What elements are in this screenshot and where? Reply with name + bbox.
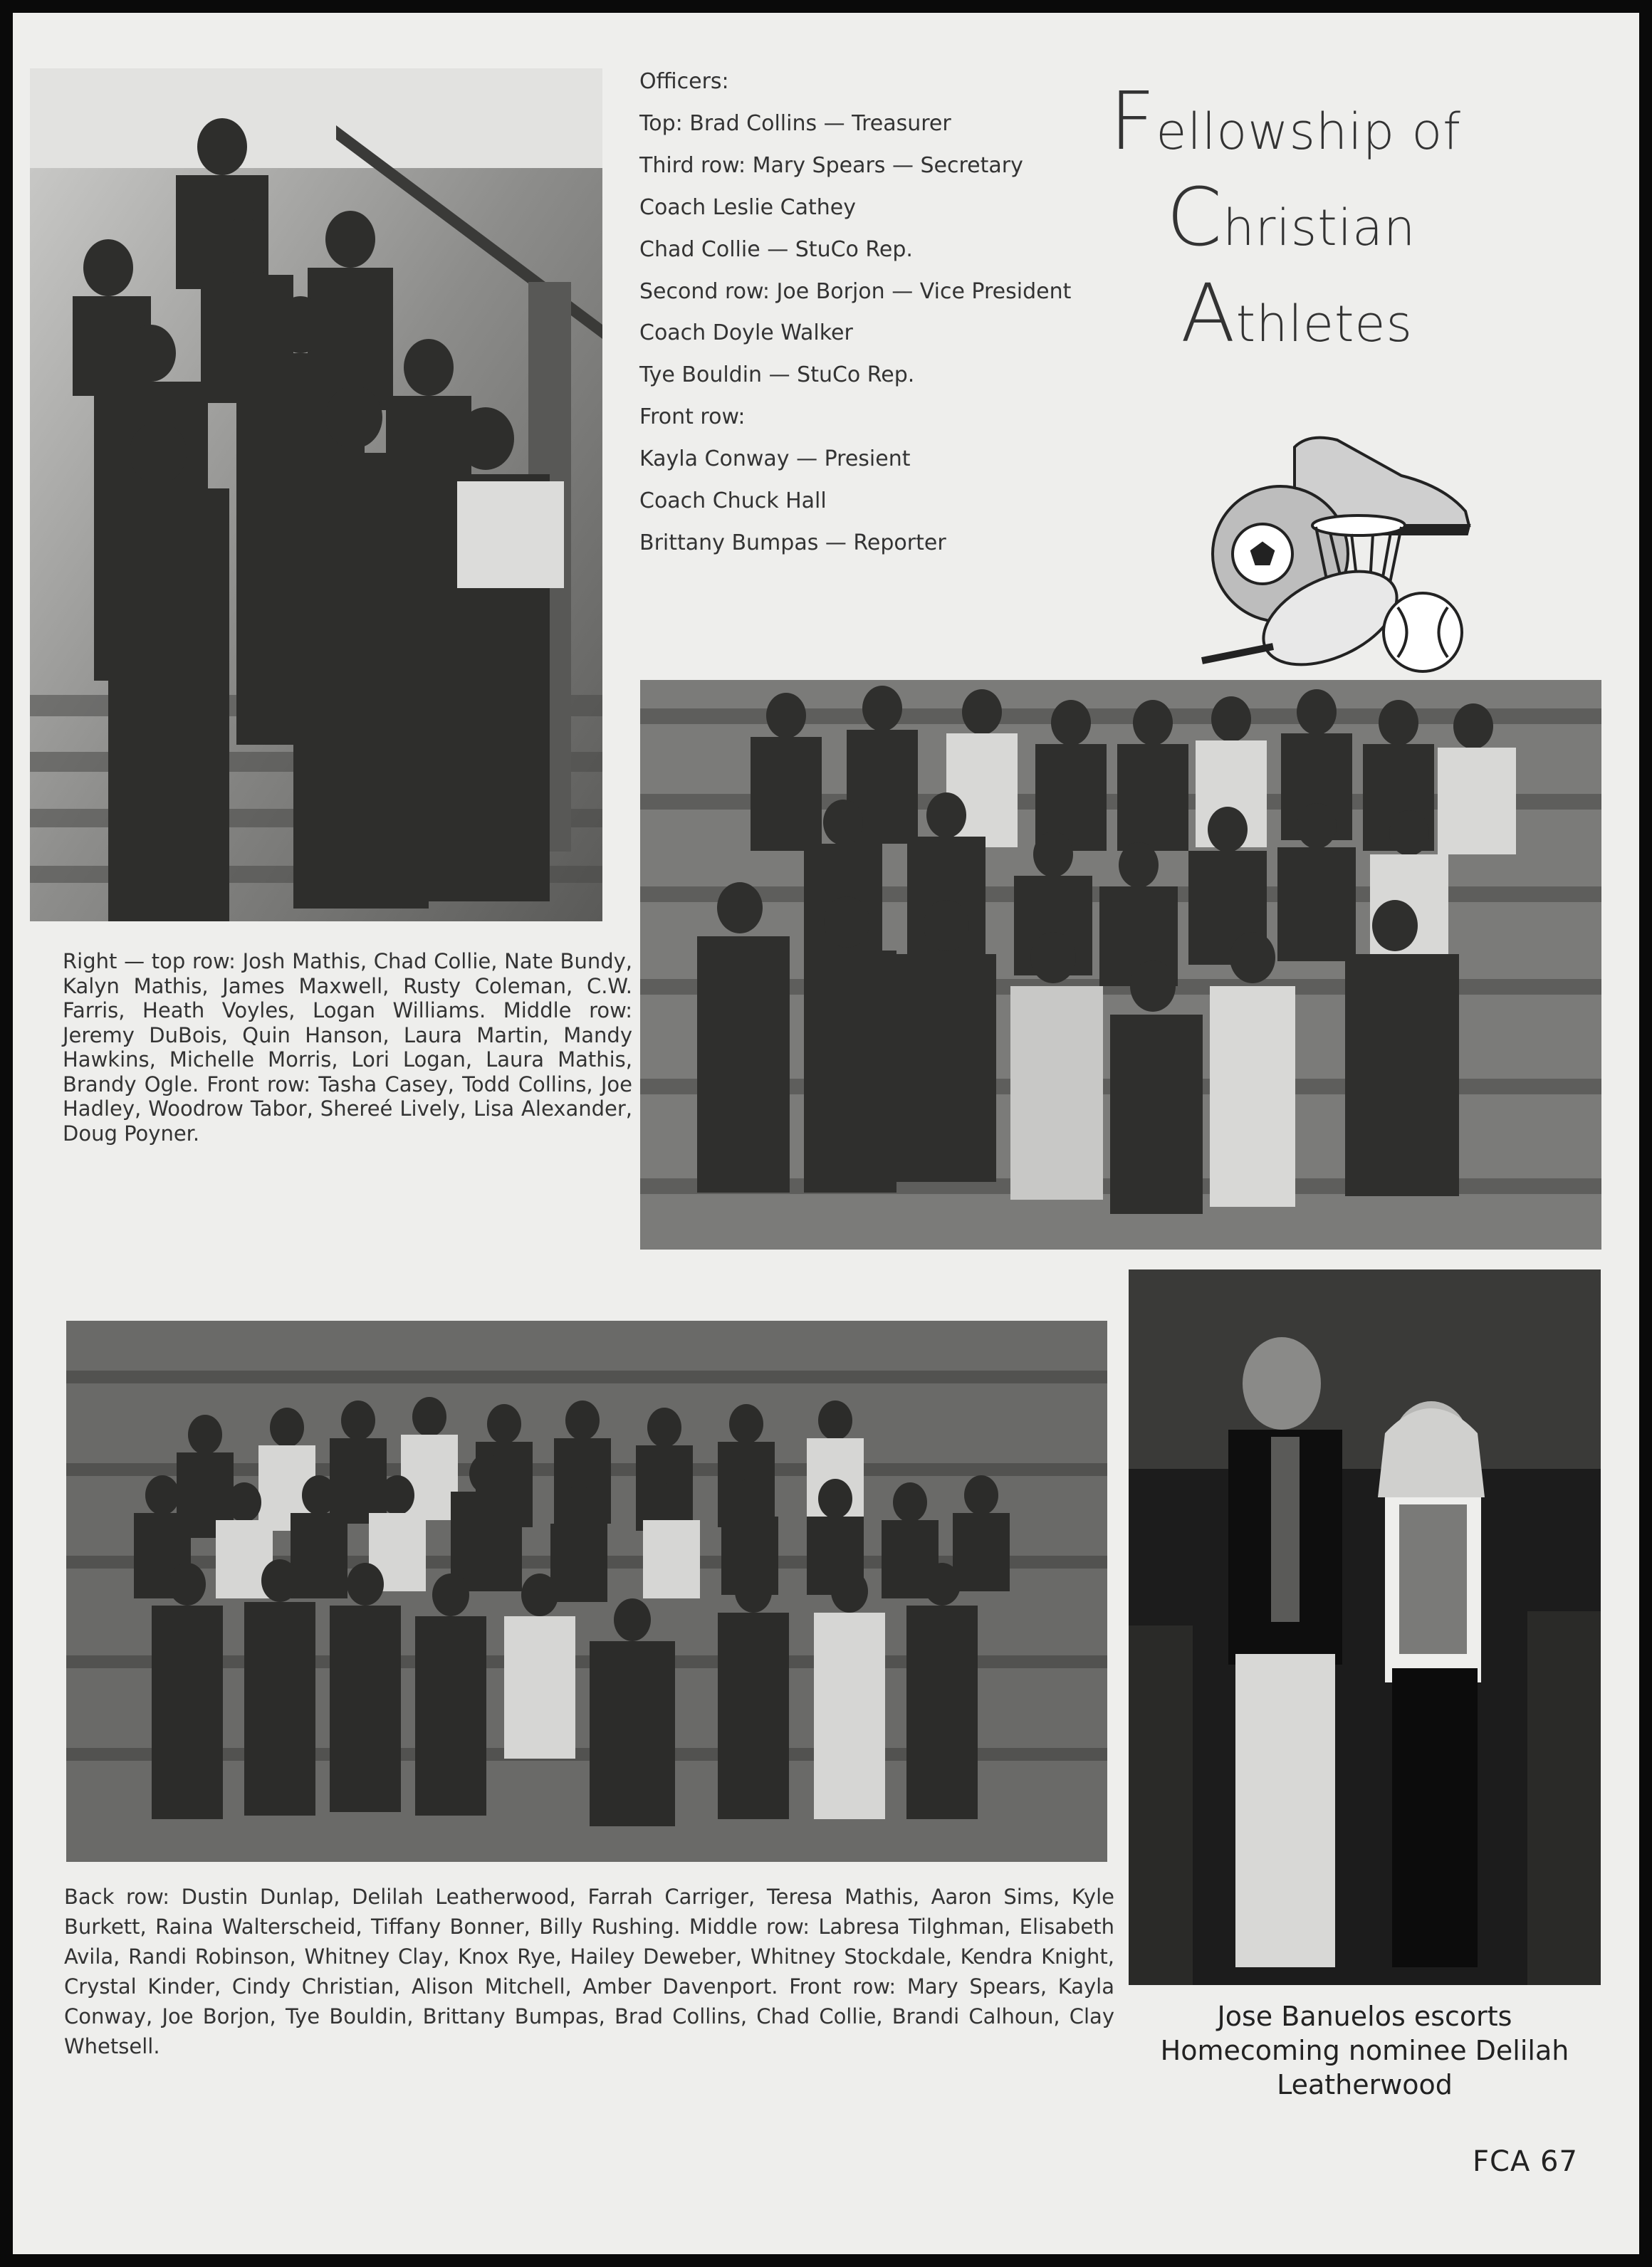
title-rest: thletes: [1235, 295, 1413, 353]
homecoming-caption: Jose Banuelos escorts Homecoming nominee Delilah Leatherwood: [1160, 2001, 1569, 2100]
yearbook-page: [13, 13, 1639, 2254]
officer-line: Third row: Mary Spears — Secretary: [639, 152, 1023, 178]
group-caption: Back row: Dustin Dunlap, Delilah Leatherwood, Farrah Carriger, Teresa Mathis, Aaron Sims, Kyle Burkett, Raina Walterscheid, Tiffany Bonner, Billy Rushing. Middle row: Labresa Tilghman, Elisabeth Avila, Randi Robinson, Whitney Clay, Knox Rye, Hailey Deweber, Whitney Stockdale, Kendra Knight, Crystal Kinder, Cindy Christian, Alison Mitchell, Amber Davenport. Front row: Mary Spears, Kayla Conway, Joe Borjon, Tye Bouldin, Brittany Bumpas, Brad Collins, Chad Collie, Brandi Calhoun, Clay Whetsell.: [64, 1885, 1114, 2058]
sports-equipment-icon: [1188, 419, 1487, 689]
officers-staircase-photo: [30, 68, 602, 921]
title-line-2: [1166, 172, 1416, 264]
officer-line: Second row: Joe Borjon — Vice President: [639, 278, 1072, 304]
title-rest: hristian: [1223, 199, 1416, 257]
officer-line: Kayla Conway — Presient: [639, 446, 911, 472]
officer-line: Coach Leslie Cathey: [639, 194, 856, 220]
officer-line: Top: Brad Collins — Treasurer: [639, 110, 951, 136]
officer-line: Front row:: [639, 404, 746, 430]
officers-heading: Officers:: [639, 69, 729, 94]
homecoming-photo: [1129, 1269, 1601, 1985]
officer-line: Coach Doyle Walker: [639, 320, 853, 346]
title-line-3: [1181, 268, 1413, 360]
officer-line: Tye Bouldin — StuCo Rep.: [639, 362, 915, 388]
officers-list: [639, 61, 1152, 565]
bleachers-caption: Right — top row: Josh Mathis, Chad Collie, Nate Bundy, Kalyn Mathis, James Maxwell, Rusty Coleman, C.W. Farris, Heath Voyles, Logan Williams. Middle row: Jeremy DuBois, Quin Hanson, Laura Martin, Mandy Hawkins, Michelle Morris, Lori Logan, Laura Mathis, Brandy Ogle. Front row: Tasha Casey, Todd Collins, Joe Hadley, Woodrow Tabor, Shereé Lively, Lisa Alexander, Doug Poyner.: [63, 949, 632, 1146]
bleachers-group-photo: [640, 680, 1601, 1250]
title-initial: F: [1109, 75, 1156, 168]
large-group-photo: [66, 1321, 1107, 1862]
officer-line: Coach Chuck Hall: [639, 488, 827, 514]
page-number: FCA 67: [1473, 2145, 1578, 2178]
officer-line: Brittany Bumpas — Reporter: [639, 530, 946, 555]
title-initial: C: [1166, 172, 1223, 264]
officer-line: Chad Collie — StuCo Rep.: [639, 236, 913, 262]
title-rest: ellowship of: [1156, 103, 1461, 161]
title-line-1: [1109, 75, 1461, 168]
title-initial: A: [1181, 268, 1236, 360]
